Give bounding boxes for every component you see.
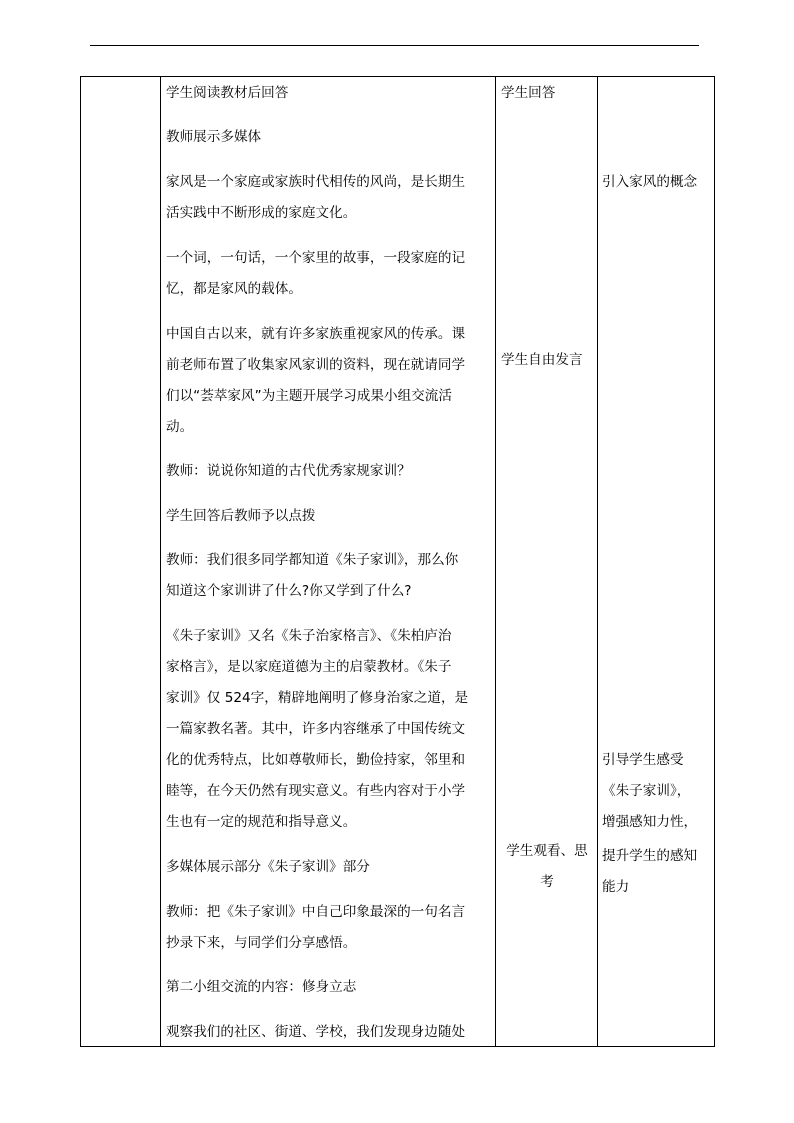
process-line: 一篇家教名著。其中，许多内容继承了中国传统文 bbox=[166, 721, 466, 737]
purpose-line: 能力 bbox=[602, 879, 630, 895]
lesson-table bbox=[80, 76, 715, 1047]
process-line: 教师：说说你知道的古代优秀家规家训？ bbox=[166, 463, 411, 479]
process-line: 家风是一个家庭或家族时代相传的风尚，是长期生 bbox=[166, 174, 466, 190]
process-line: 中国自古以来，就有许多家族重视家风的传承。课 bbox=[166, 326, 466, 342]
process-line: 活实践中不断形成的家庭文化。 bbox=[166, 205, 357, 221]
process-line: 一个词，一句话，一个家里的故事，一段家庭的记 bbox=[166, 250, 466, 266]
process-line: 教师：我们很多同学都知道《朱子家训》，那么你 bbox=[166, 552, 459, 568]
process-line: 前老师布置了收集家风家训的资料，现在就请同学 bbox=[166, 357, 466, 373]
process-line: 家训》仅 524字，精辟地阐明了修身治家之道，是 bbox=[166, 690, 469, 706]
column-divider-1 bbox=[160, 77, 161, 1046]
student-free-speech: 学生自由发言 bbox=[501, 352, 583, 368]
process-line: 《朱子家训》又名《朱子治家格言》、《朱柏庐治 bbox=[166, 628, 452, 644]
process-line: 学生阅读教材后回答 bbox=[166, 85, 289, 101]
process-line: 们以“荟萃家风”为主题开展学习成果小组交流活 bbox=[166, 388, 452, 404]
process-line: 家格言》，是以家庭道德为主的启蒙教材。《朱子 bbox=[166, 659, 452, 675]
purpose-line: 提升学生的感知 bbox=[602, 848, 698, 864]
column-divider-2 bbox=[495, 77, 496, 1046]
process-line: 睦等，在今天仍然有现实意义。有些内容对于小学 bbox=[166, 783, 466, 799]
process-line: 抄录下来，与同学们分享感悟。 bbox=[166, 935, 357, 951]
process-line: 学生回答后教师予以点拨 bbox=[166, 508, 316, 524]
process-line: 教师：把《朱子家训》中自己印象最深的一句名言 bbox=[166, 904, 466, 920]
process-line: 教师展示多媒体 bbox=[166, 129, 262, 145]
process-line: 化的优秀特点，比如尊敬师长，勤俭持家，邻里和 bbox=[166, 752, 466, 768]
purpose-line: 引导学生感受 bbox=[602, 752, 684, 768]
header-rule bbox=[90, 45, 699, 46]
process-line: 观察我们的社区、街道、学校，我们发现身边随处 bbox=[166, 1024, 466, 1040]
process-line: 多媒体展示部分《朱子家训》部分 bbox=[166, 859, 370, 875]
process-line: 生也有一定的规范和指导意义。 bbox=[166, 814, 357, 830]
purpose-line: 增强感知力性， bbox=[602, 814, 698, 830]
purpose-intro: 引入家风的概念 bbox=[602, 174, 698, 190]
process-line: 动。 bbox=[166, 419, 194, 435]
student-watch-line: 考 bbox=[540, 874, 554, 890]
column-divider-3 bbox=[597, 77, 598, 1046]
student-watch-line: 学生观看、思 bbox=[506, 843, 588, 859]
purpose-line: 《朱子家训》， bbox=[602, 783, 691, 799]
process-line: 知道这个家训讲了什么?你又学到了什么? bbox=[166, 583, 412, 599]
process-line: 第二小组交流的内容：修身立志 bbox=[166, 979, 357, 995]
process-line: 忆，都是家风的载体。 bbox=[166, 281, 302, 297]
student-answer: 学生回答 bbox=[501, 85, 556, 101]
